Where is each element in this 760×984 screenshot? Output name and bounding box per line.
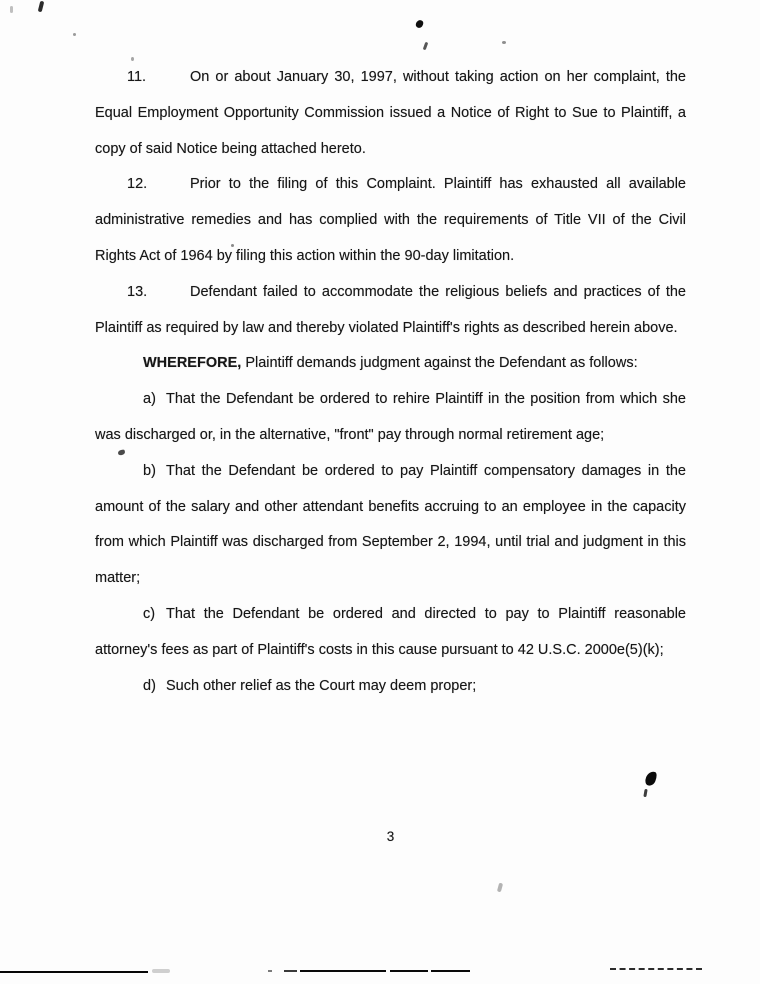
scan-edge-gap <box>428 969 431 973</box>
demand-text: That the Defendant be ordered to rehire Plaintiff in the position from which she was discharged or, in the alternative, "front" pay through normal retirement age; <box>95 391 686 443</box>
paragraph-number: 11. <box>127 69 147 85</box>
scan-speck <box>268 970 272 972</box>
scan-edge-dash <box>284 970 297 972</box>
demand-letter: b) <box>143 462 156 479</box>
wherefore-text: Plaintiff demands judgment against the Defendant as follows: <box>245 355 638 372</box>
scan-edge-gap <box>386 969 390 973</box>
scan-edge-line <box>300 970 470 972</box>
wherefore-clause <box>95 346 686 382</box>
scan-smudge <box>152 969 170 973</box>
scan-edge-line <box>0 971 148 973</box>
demand-letter: a) <box>143 391 156 408</box>
paragraph-text: Defendant failed to accommodate the religious beliefs and practices of the Plaintiff as required by law and thereby violated Plaintiff's rights as described herein above. <box>95 283 686 336</box>
ink-speck <box>131 57 134 61</box>
scan-edge-dashed-line <box>610 968 702 970</box>
ink-speck <box>73 33 76 36</box>
paragraph-11 <box>95 60 686 167</box>
demand-a <box>95 382 686 454</box>
demand-d <box>95 669 686 705</box>
demand-letter: d) <box>143 677 156 694</box>
demand-text: That the Defendant be ordered to pay Plaintiff compensatory damages in the amount of the salary and other attendant benefits accruing to an employee in the capacity from which Plaintiff was discharged from September 2, 1994, until trial and judgment in this matter; <box>95 462 686 587</box>
paragraph-number: 12. <box>127 176 148 193</box>
demand-c <box>95 597 686 669</box>
ink-speck <box>502 41 506 44</box>
paragraph-number: 13. <box>127 283 148 300</box>
page-number: 3 <box>386 829 395 845</box>
wherefore-keyword: WHEREFORE, <box>143 355 242 372</box>
ink-speck <box>231 244 234 247</box>
demand-letter: c) <box>143 605 156 622</box>
paragraph-12 <box>95 167 686 274</box>
demand-b <box>95 454 686 597</box>
ink-speck <box>497 883 503 893</box>
demand-text: Such other relief as the Court may deem proper; <box>166 677 477 694</box>
paragraph-13 <box>95 275 686 347</box>
paragraph-text: Prior to the filing of this Complaint. Plaintiff has exhausted all available administrative remedies and has complied with the requirements of Title VII of the Civil Rights Act of 1964 by filing this action within the 90-day limitation. <box>95 176 686 264</box>
paragraph-text: On or about January 30, 1997, without taking action on her complaint, the Equal Employment Opportunity Commission issued a Notice of Right to Sue to Plaintiff, a copy of said Notice being attached hereto. <box>95 69 686 157</box>
demand-text: That the Defendant be ordered and directed to pay to Plaintiff reasonable attorney's fees as part of Plaintiff's costs in this cause pursuant to 42 U.S.C. 2000e(5)(k); <box>95 605 686 658</box>
ink-speck <box>10 6 13 13</box>
